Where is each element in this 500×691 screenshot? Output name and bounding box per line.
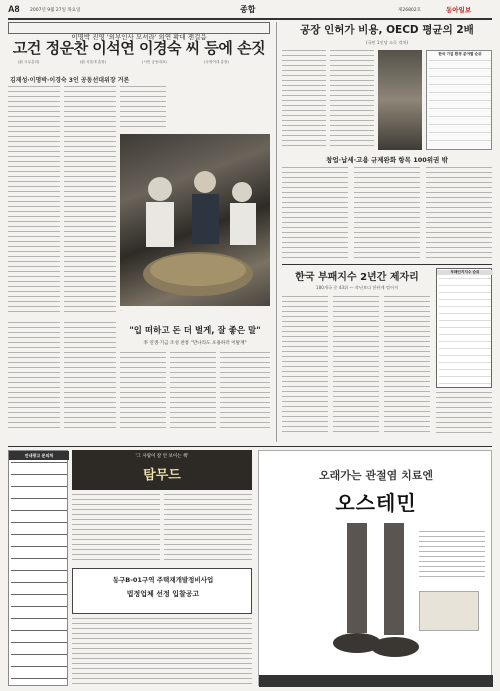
photo-scene (120, 134, 270, 306)
drug-ad[interactable] (258, 450, 492, 686)
right-sub: (국민 1인당 소득 격차) (365, 40, 409, 45)
table-title: 한국 기업 환경 분야별 순위 (438, 52, 482, 56)
body-column (64, 322, 116, 432)
box-rows (439, 278, 491, 386)
mid-headline: 창업·납세·고용 규제완화 항목 100위권 밖 (326, 156, 448, 164)
body-column (330, 50, 374, 150)
quote-sub: 李 연생·기금 조성 찬통 "만나라도 포용하러 이탈계" (143, 341, 247, 346)
kicker-text: 이명박 진영 '외부인사 모셔라' 외연 확대 잰걸음 (71, 33, 207, 41)
body-column (8, 86, 60, 316)
ranking-table (426, 50, 492, 150)
classified-column (8, 450, 68, 686)
book-ad-top: '그 사람이 잘 안 보이는 책' (135, 454, 189, 459)
notice-body (72, 618, 252, 686)
bid-sub: 법정업체 선정 입찰공고 (126, 590, 200, 598)
table-body (429, 60, 491, 148)
name-caption: (시민 공동대표) (142, 60, 167, 64)
body-column (64, 86, 116, 316)
lower-headline: 한국 부패지수 2년간 제자리 (295, 272, 419, 283)
story-divider (282, 264, 492, 265)
drug-package (419, 591, 479, 631)
body-column (436, 392, 492, 436)
edition-number: 제26802호 (398, 8, 422, 13)
bid-title: 동구B-01구역 주택재개발정비사업 (112, 576, 214, 584)
body-column (220, 352, 270, 432)
body-column (120, 86, 166, 131)
body-column (384, 296, 430, 436)
name-caption: (前 국무총리) (18, 60, 40, 64)
right-story (282, 22, 492, 262)
box-title: 부패인지지수 순위 (437, 270, 493, 275)
story-kicker (8, 22, 270, 41)
masthead (8, 4, 492, 18)
body-column (354, 167, 420, 262)
body-column (170, 352, 216, 432)
column-divider (276, 22, 277, 442)
body-column (282, 50, 326, 150)
right-headline: 공장 인허가 비용, OECD 평균의 2배 (300, 24, 474, 36)
body-column (120, 352, 166, 432)
bid-notice[interactable] (72, 568, 252, 614)
drug-brand: 오스테민 (335, 491, 417, 515)
issue-date: 2007년 9월 27일 목요일 (30, 8, 81, 13)
drug-ad-copy (419, 531, 485, 581)
hiker-legs-illustration (329, 523, 429, 673)
name-caption: (前 서울대 총장) (80, 60, 107, 64)
book-ad-title: 탐무드 (143, 468, 181, 483)
classified-title: 안내광고 문의처 (9, 451, 69, 460)
paper-name: 동아일보 (446, 6, 472, 14)
name-captions (18, 60, 263, 68)
classified-listings (11, 462, 67, 684)
photo-caption: ... (120, 308, 124, 312)
quote-headline: "입 떠하고 돈 더 벌게, 잘 좋은 말" (129, 326, 261, 336)
body-column (282, 167, 348, 262)
body-column (333, 296, 379, 436)
classified-block (72, 494, 160, 564)
body-column (426, 167, 492, 262)
name-caption: (숙명여대 총장) (204, 60, 229, 64)
body-column (282, 296, 328, 436)
drug-ad-footer (259, 675, 493, 687)
left-story (8, 22, 270, 442)
headline: 고건 정운찬 이석연 이경숙 씨 등에 손짓 (12, 39, 266, 57)
lower-right-story (282, 268, 492, 443)
subhead: 김재성·이명박·이경숙 3인 공동선대위장 거론 (10, 77, 130, 84)
classified-block (164, 494, 252, 564)
page-code: A8 (8, 4, 20, 14)
ad-rule (8, 446, 492, 447)
corruption-index-box (436, 268, 492, 388)
body-column (8, 322, 60, 432)
news-photo (120, 134, 270, 306)
factory-photo (378, 50, 422, 150)
book-ad[interactable] (72, 450, 252, 490)
lower-sub: 180개국 중 43위 — 작년보다 한단계 떨어져 (315, 285, 399, 290)
drug-kicker: 오래가는 관절염 치료엔 (319, 469, 433, 482)
masthead-rule (8, 18, 492, 20)
section-title: 종합 (240, 5, 256, 14)
